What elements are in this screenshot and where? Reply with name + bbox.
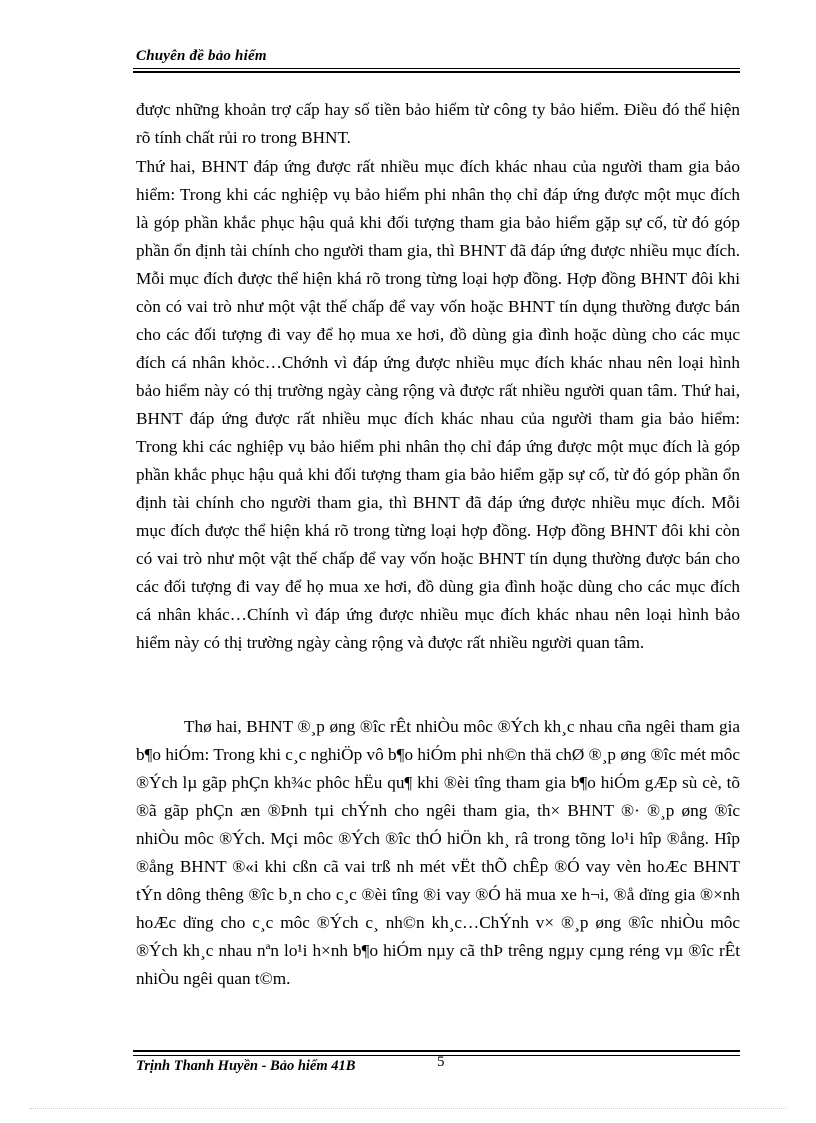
page-edge-dotted-line [30,1108,786,1109]
footer-author: Trịnh Thanh Huyền - Bảo hiểm 41B [136,1058,356,1074]
paragraph-continuation: được những khoản trợ cấp hay số tiền bảo hiểm từ công ty bảo hiểm. Điều đó thể hiện rõ tính chất rủi ro trong BHNT. [136,100,740,147]
paragraph-legacy-encoding: Thø hai, BHNT ®¸p øng ®îc rÊt nhiÒu môc ®Ých kh¸c nhau cña ngêi tham gia b¶o hiÓm: Trong khi c¸c nghiÖp vô b¶o hiÓm phi nh©n thä chØ ®¸p øng ®îc mét môc ®Ých lµ gãp phÇn kh¾c phôc hËu qu¶ khi ®èi tîng tham gia b¶o hiÓm gÆp sù cè, tõ ®ã gãp phÇn æn ®Þnh tµi chÝnh cho ngêi tham gia, th× BHNT ®· ®¸p øng ®îc nhiÒu môc ®Ých. Mçi môc ®Ých ®îc thÓ hiÖn kh¸ râ trong tõng lo¹i hîp ®ång. Hîp ®ång BHNT ®«i khi cßn cã vai trß nh mét vËt thÕ chÊp ®Ó vay vèn hoÆc BHNT tÝn dông thêng ®îc b¸n cho c¸c ®èi tîng ®i vay ®Ó hä mua xe h¬i, ®å dïng gia ®×nh hoÆc dïng cho c¸c môc ®Ých c¸ nh©n kh¸c…ChÝnh v× ®¸p øng ®îc nhiÒu môc ®Ých kh¸c nhau nªn lo¹i h×nh b¶o hiÓm nµy cã thÞ trêng ngµy cµng réng vµ ®îc rÊt nhiÒu ngêi quan t©m. [136,717,740,988]
header-divider-thin [133,68,740,69]
page-number: 5 [437,1054,445,1070]
header-divider-thick [133,71,740,73]
header-title: Chuyên đề bảo hiểm [136,48,267,64]
footer-divider-thick [133,1050,740,1052]
paragraph-second-point: Thứ hai, BHNT đáp ứng được rất nhiều mục đích khác nhau của người tham gia bảo hiểm: Trong khi các nghiệp vụ bảo hiểm phi nhân thọ chỉ đáp ứng được một mục đích là góp phần khắc phục hậu quả khi đối tượng tham gia bảo hiểm gặp sự cố, từ đó góp phần ổn định tài chính cho người tham gia, thì BHNT đã đáp ứng được nhiều mục đích. Mỗi mục đích được thể hiện khá rõ trong từng loại hợp đồng. Hợp đồng BHNT đôi khi còn có vai trò như một vật thế chấp để vay vốn hoặc BHNT tín dụng thường được bán cho các đối tượng đi vay để họ mua xe hơi, đồ dùng gia đình hoặc dùng cho các mục đích cá nhân khỏc…Chớnh vì đáp ứng được nhiều mục đích khác nhau nên loại hình bảo hiểm này có thị trường ngày càng rộng và được rất nhiều người quan tâm. Thứ hai, BHNT đáp ứng được rất nhiều mục đích khác nhau của người tham gia bảo hiểm: Trong khi các nghiệp vụ bảo hiểm phi nhân thọ chỉ đáp ứng được một mục đích là góp phần khắc phục hậu quả khi đối tượng tham gia bảo hiểm gặp sự cố, từ đó góp phần ổn định tài chính cho người tham gia, thì BHNT đã đáp ứng được nhiều mục đích. Mỗi mục đích được thể hiện khá rõ trong từng loại hợp đồng. Hợp đồng BHNT đôi khi còn có vai trò như một vật thế chấp để vay vốn hoặc BHNT tín dụng thường được bán cho các đối tượng đi vay để họ mua xe hơi, đồ dùng gia đình hoặc dùng cho các mục đích cá nhân khác…Chính vì đáp ứng được nhiều mục đích khác nhau nên loại hình bảo hiểm này có thị trường ngày càng rộng và được rất nhiều người quan tâm. [136,157,740,652]
